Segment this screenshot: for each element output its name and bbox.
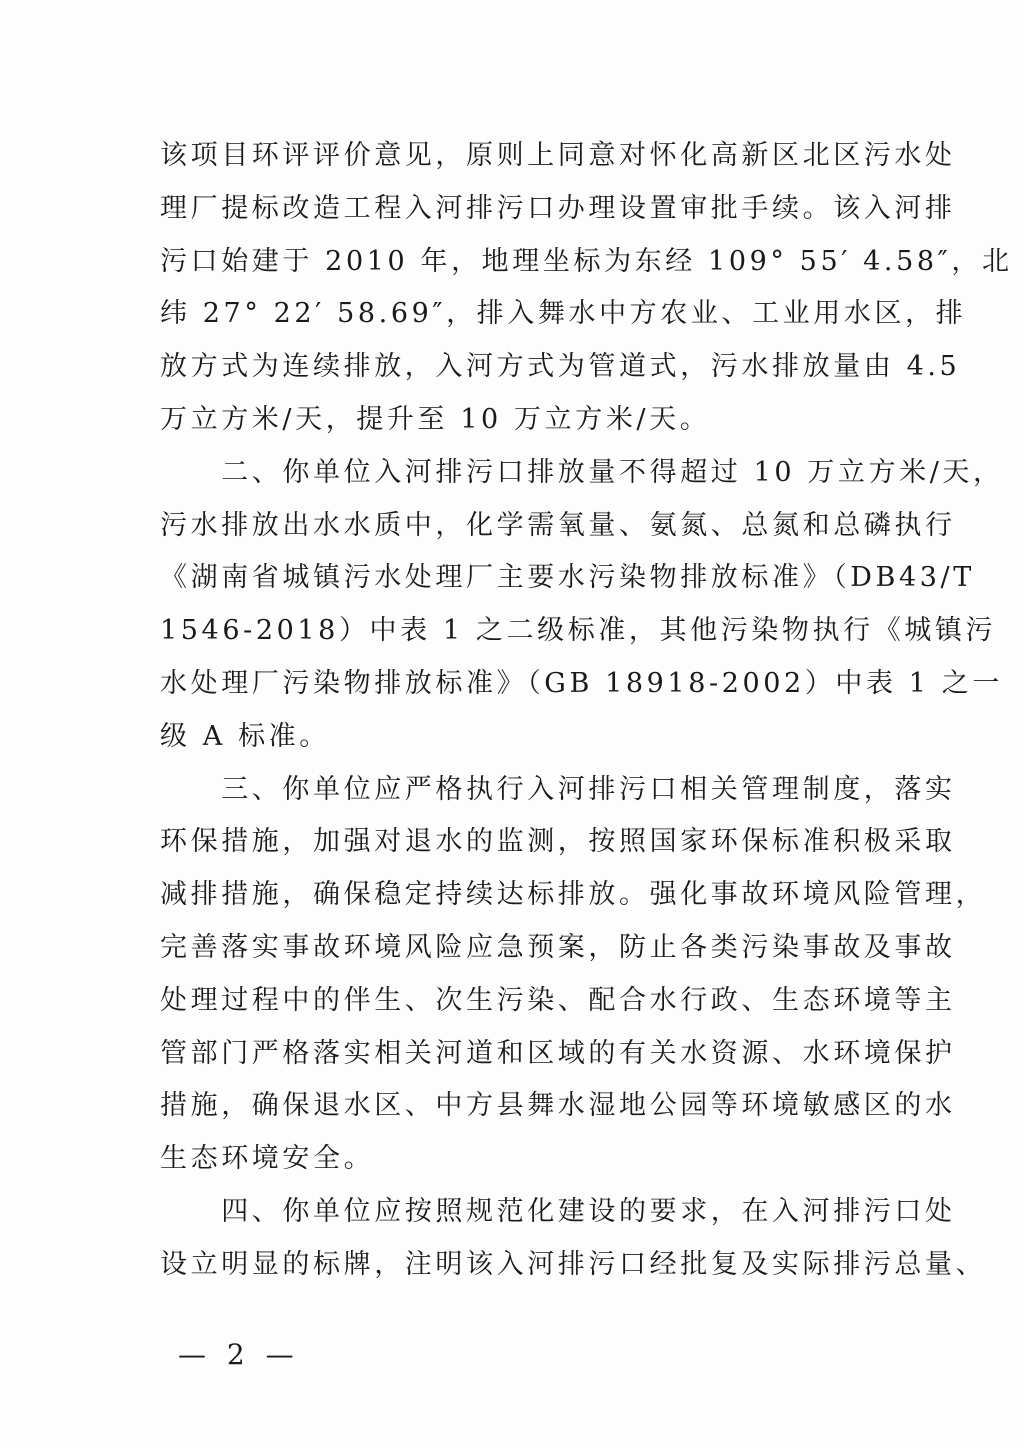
text-line: 《湖南省城镇污水处理厂主要水污染物排放标准》（DB43/T — [160, 562, 975, 594]
page-number: — 2 — — [178, 1338, 300, 1371]
text-line: 污口始建于 2010 年，地理坐标为东经 109° 55′ 4.58″，北 — [160, 245, 1013, 277]
text-line: 理厂提标改造工程入河排污口办理设置审批手续。该入河排 — [160, 192, 956, 224]
text-line: 纬 27° 22′ 58.69″，排入舞水中方农业、工业用水区，排 — [160, 298, 967, 330]
text-line: 管部门严格落实相关河道和区域的有关水资源、水环境保护 — [160, 1037, 956, 1069]
text-line: 减排措施，确保稳定持续达标排放。强化事故环境风险管理， — [160, 879, 987, 911]
text-line: 级 A 标准。 — [160, 720, 330, 752]
text-line: 生态环境安全。 — [160, 1143, 375, 1175]
text-line: 三、你单位应严格执行入河排污口相关管理制度，落实 — [160, 773, 956, 805]
text-line: 完善落实事故环境风险应急预案，防止各类污染事故及事故 — [160, 931, 956, 963]
text-line: 万立方米/天，提升至 10 万立方米/天。 — [160, 403, 711, 435]
text-line: 处理过程中的伴生、次生污染、配合水行政、生态环境等主 — [160, 984, 956, 1016]
text-line: 污水排放出水水质中，化学需氧量、氨氮、总氮和总磷执行 — [160, 509, 956, 541]
text-line: 措施，确保退水区、中方县舞水湿地公园等环境敏感区的水 — [160, 1090, 956, 1122]
text-line: 二、你单位入河排污口排放量不得超过 10 万立方米/天， — [160, 456, 1004, 488]
text-line: 该项目环评评价意见，原则上同意对怀化高新区北区污水处 — [160, 140, 956, 171]
text-line: 1546-2018）中表 1 之二级标准，其他污染物执行《城镇污 — [160, 615, 997, 647]
body-text — [160, 130, 1013, 1292]
text-line: 放方式为连续排放，入河方式为管道式，污水排放量由 4.5 — [160, 351, 961, 383]
text-line: 环保措施，加强对退水的监测，按照国家环保标准积极采取 — [160, 826, 956, 858]
text-line: 设立明显的标牌，注明该入河排污口经批复及实际排污总量、 — [160, 1248, 987, 1280]
text-line: 四、你单位应按照规范化建设的要求，在入河排污口处 — [160, 1195, 956, 1227]
text-line: 水处理厂污染物排放标准》（GB 18918-2002）中表 1 之一 — [160, 667, 1003, 699]
